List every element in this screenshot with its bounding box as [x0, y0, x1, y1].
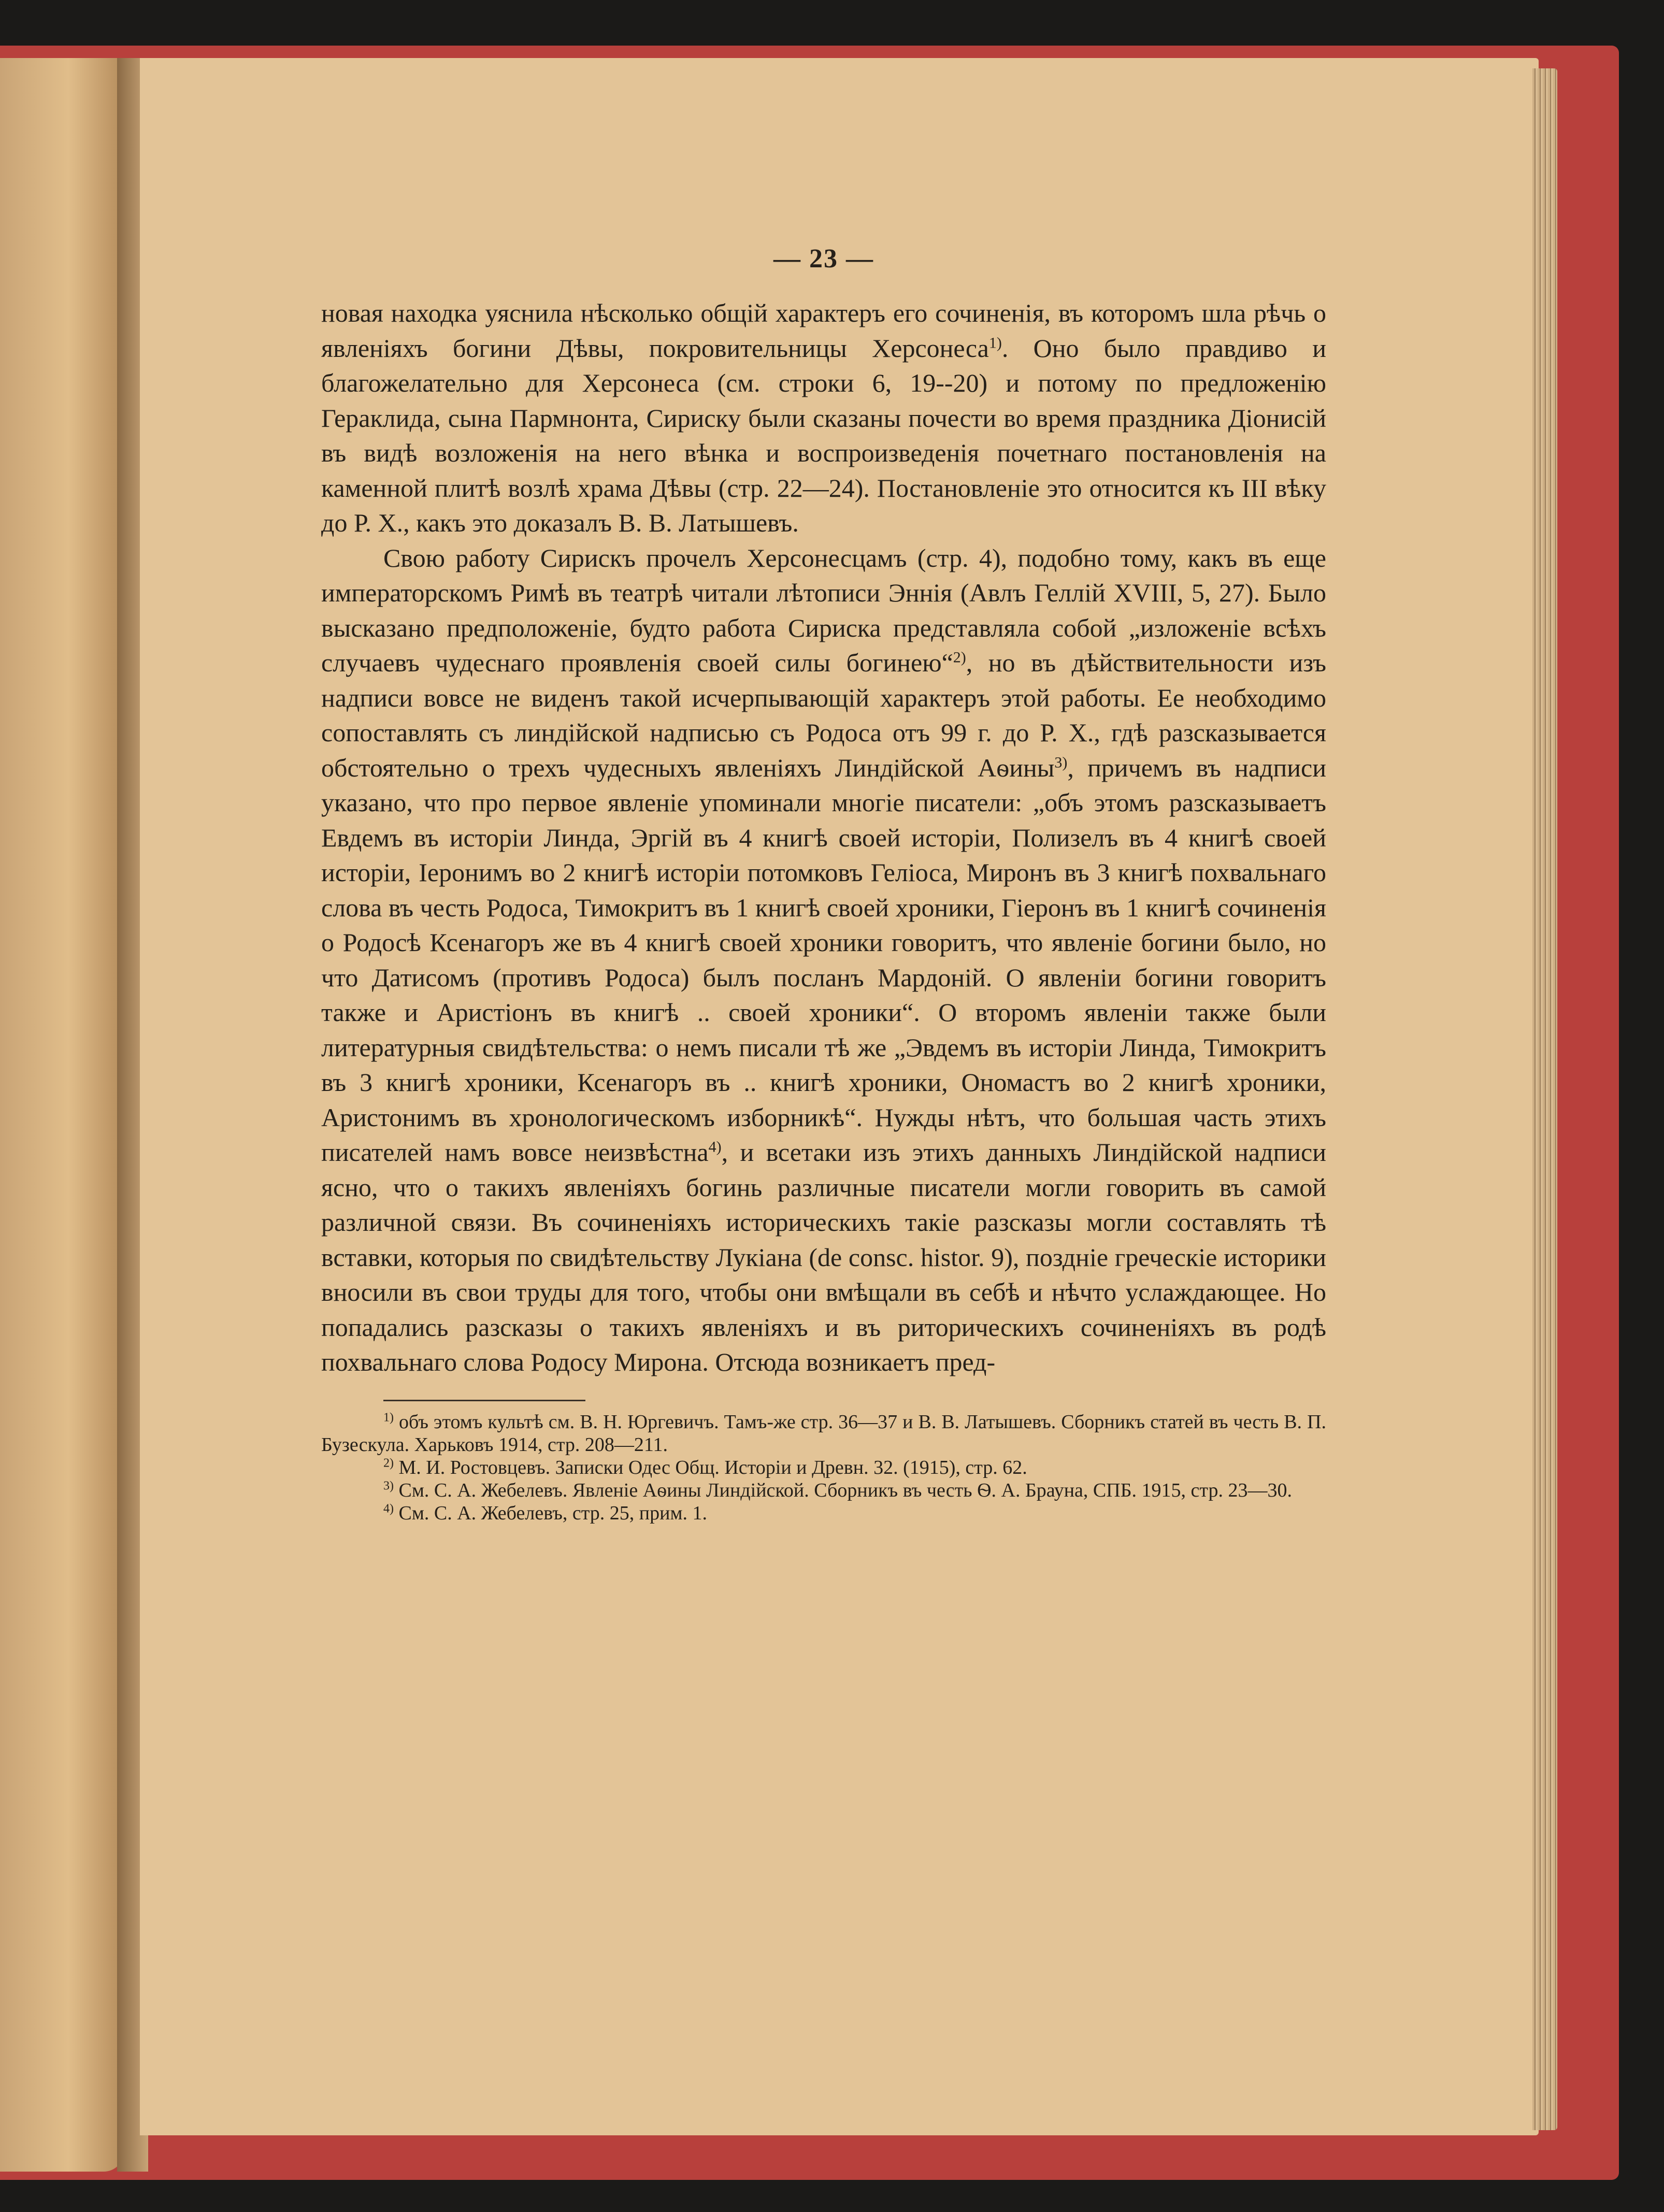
page-content	[321, 243, 1326, 1525]
footnote-ref: 2)	[953, 649, 966, 666]
footnote-2	[321, 1456, 1326, 1479]
footnote-mark: 4)	[383, 1501, 394, 1515]
page-edges	[1532, 68, 1557, 2130]
footnote-mark: 3)	[383, 1478, 394, 1492]
paragraph-text: Свою работу Сирискъ прочелъ Херсонесцамъ (стр. 4), подобно тому, какъ въ еще императорскомъ Римѣ въ театрѣ читали лѣтописи Эннія (Авлъ Геллій XVIII, 5, 27). Было высказано предположеніе, будто работа Сириска представляла собой „изложеніе всѣхъ случаевъ чудеснаго проявленія своей силы богинею“	[321, 543, 1326, 677]
footnote-1	[321, 1411, 1326, 1456]
footnote-divider	[383, 1400, 585, 1401]
footnotes	[321, 1411, 1326, 1525]
paragraph-text: , и всетаки изъ этихъ данныхъ Линдійской надписи ясно, что о такихъ явленіяхъ богинь различные писатели могли говорить въ самой различной связи. Въ сочиненіяхъ историческихъ такіе разсказы могли составлять тѣ вставки, которыя по свидѣтельству Лукіана (de consc. histor. 9), поздніе греческіе историки вносили въ свои труды для того, чтобы они вмѣщали въ себѣ и нѣчто услаждающее. Но попадались разсказы о такихъ явленіяхъ и въ риторическихъ сочиненіяхъ въ родѣ похвальнаго слова Родосу Мирона. Отсюда возникаетъ пред-	[321, 1138, 1326, 1376]
footnote-4	[321, 1502, 1326, 1525]
footnote-mark: 1)	[383, 1410, 394, 1424]
footnote-text: объ этомъ культѣ см. В. Н. Юргевичъ. Тамъ-же стр. 36—37 и В. В. Латышевъ. Сборникъ статей въ честь В. П. Бузескула. Харьковъ 1914, стр. 208—211.	[321, 1411, 1327, 1456]
footnote-ref: 1)	[988, 334, 1002, 351]
paragraph-text: , причемъ въ надписи указано, что про первое явленіе упоминали многіе писатели: „объ этомъ разсказываетъ Евдемъ въ исторіи Линда, Эргій въ 4 книгѣ своей исторіи, Полизелъ въ 4 книгѣ своей исторіи, Іеронимъ во 2 книгѣ исторіи потомковъ Геліоса, Миронъ въ 3 книгѣ похвальнаго слова въ честь Родоса, Тимокритъ въ 1 книгѣ своей хроники, Гіеронъ въ 1 книгѣ сочиненія о Родосѣ Ксенагоръ же въ 4 книгѣ своей хроники говоритъ, что явленіе богини было, но что Датисомъ (противъ Родоса) былъ посланъ Мардоній. О явленіи богини говоритъ также и Аристіонъ въ книгѣ .. своей хроники“. О второмъ явленіи также были литературныя свидѣтельства: о немъ писали тѣ же „Эвдемъ въ исторіи Линда, Тимокритъ въ 3 книгѣ хроники, Ксенагоръ въ .. книгѣ хроники, Ономастъ во 2 книгѣ хроники, Аристонимъ въ хронологическомъ изборникѣ“. Нужды нѣтъ, что большая часть этихъ писателей намъ вовсе неизвѣстна	[321, 753, 1326, 1167]
footnote-ref: 3)	[1054, 753, 1068, 771]
left-page-edge	[0, 58, 124, 2172]
paragraph-1	[321, 296, 1326, 541]
footnote-text: См. С. А. Жебелевъ, стр. 25, прим. 1.	[398, 1502, 707, 1524]
paragraph-text: . Оно было правдиво и благожелательно для Херсонеса (см. строки 6, 19--20) и потому по предложенію Гераклида, сына Пармнонта, Сириску были сказаны почести во время праздника Діонисій въ видѣ возложенія на него вѣнка и воспроизведенія почетнаго постановленія на каменной плитѣ возлѣ храма Дѣвы (стр. 22—24). Постановленіе это относится къ III вѣку до Р. Х., какъ это доказалъ В. В. Латышевъ.	[321, 333, 1326, 537]
paragraph-text: новая находка уяснила нѣсколько общій характеръ его сочиненія, въ которомъ шла рѣчь о явленіяхъ богини Дѣвы, покровительницы Херсонеса	[321, 298, 1326, 363]
footnote-ref: 4)	[708, 1138, 722, 1156]
footnote-text: См. С. А. Жебелевъ. Явленіе Аѳины Линдійской. Сборникъ въ честь Ѳ. А. Брауна, СПБ. 1915, стр. 23—30.	[398, 1479, 1292, 1501]
footnote-mark: 2)	[383, 1456, 394, 1470]
page-number: — 23 —	[773, 244, 874, 274]
footnote-text: М. И. Ростовцевъ. Записки Одес Общ. Исторіи и Древн. 32. (1915), стр. 62.	[398, 1456, 1027, 1478]
footnote-3	[321, 1479, 1326, 1502]
paragraph-text: , но въ дѣйствительности изъ надписи вовсе не виденъ такой исчерпывающій характеръ этой работы. Ее необходимо сопоставлять съ линдійской надписью съ Родоса отъ 99 г. до Р. Х., гдѣ разсказывается обстоятельно о трехъ чудесныхъ явленіяхъ Линдійской Аѳины	[321, 648, 1326, 782]
paragraph-2	[321, 541, 1326, 1380]
